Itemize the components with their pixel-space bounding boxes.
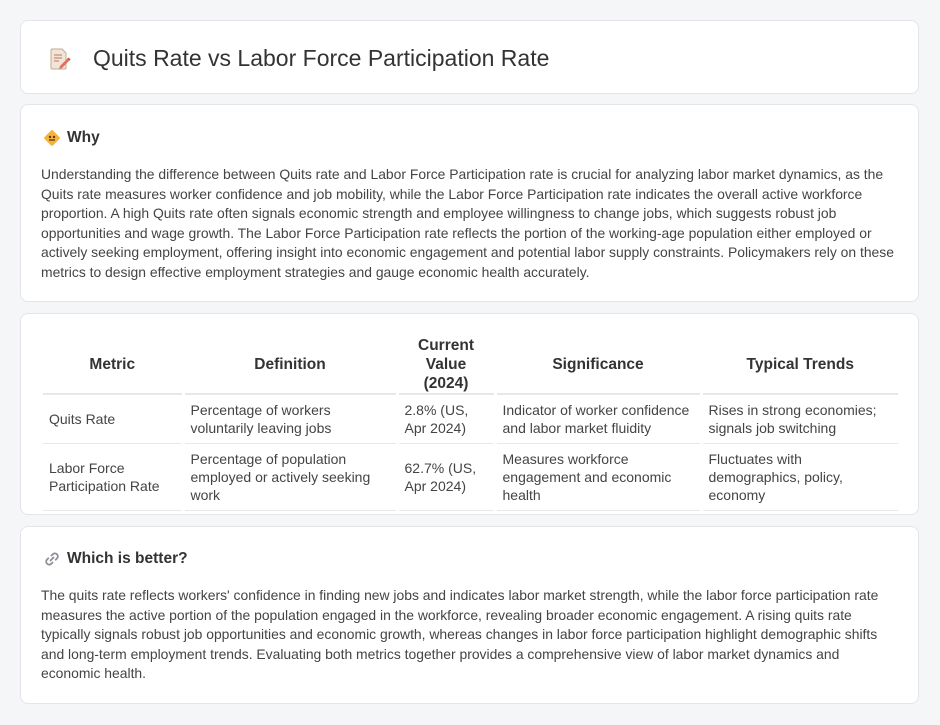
table-row bbox=[43, 443, 898, 510]
better-paragraph: The quits rate reflects workers' confidence in finding new jobs and indicates labor market strength, while the labor force participation rate measures the active portion of the population engaged in the workforce, revealing broader economic engagement. A rising quits rate typically signals robust job opportunities and economic growth, whereas changes in labor force participation highlight demographic shifts and long-term employment trends. Evaluating both metrics together provides a comprehensive view of labor market dynamics and economic health. bbox=[41, 587, 879, 682]
table-card bbox=[20, 313, 919, 515]
why-heading-row bbox=[43, 129, 100, 147]
column-header: Metric bbox=[43, 336, 183, 394]
why-heading: Why bbox=[67, 129, 100, 146]
table-cell: Percentage of workers voluntarily leaving jobs bbox=[183, 394, 397, 443]
table-cell: Fluctuates with demographics, policy, economy bbox=[701, 443, 898, 510]
table-cell: Quits Rate bbox=[43, 394, 183, 443]
title-row bbox=[47, 45, 549, 72]
column-header: Current Value (2024) bbox=[397, 336, 495, 394]
comparison-table bbox=[43, 336, 898, 511]
table-row bbox=[43, 394, 898, 443]
page-title: Quits Rate vs Labor Force Participation Rate bbox=[93, 45, 550, 71]
column-header: Definition bbox=[183, 336, 397, 394]
column-header: Significance bbox=[495, 336, 701, 394]
column-header: Typical Trends bbox=[701, 336, 898, 394]
table-cell: Labor Force Participation Rate bbox=[43, 443, 183, 510]
diamond-sign-icon bbox=[43, 129, 61, 147]
better-heading: Which is better? bbox=[67, 550, 188, 567]
table-cell: Measures workforce engagement and economic health bbox=[495, 443, 701, 510]
better-heading-row bbox=[43, 550, 188, 568]
better-card bbox=[20, 526, 919, 704]
table-cell: Indicator of worker confidence and labor market fluidity bbox=[495, 394, 701, 443]
table-cell: 2.8% (US, Apr 2024) bbox=[397, 394, 495, 443]
why-card bbox=[20, 104, 919, 302]
why-paragraph: Understanding the difference between Quits rate and Labor Force Participation rate is crucial for analyzing labor market dynamics, as the Quits rate measures worker confidence and job mobility, while the Labor Force Participation rate indicates the overall active workforce proportion. A high Quits rate often signals economic strength and employee willingness to change jobs, which suggests robust job opportunities and wage growth. The Labor Force Participation rate reflects the portion of the working-age population either employed or actively seeking employment, offering insight into economic engagement and potential labor supply constraints. Policymakers rely on these metrics to design effective employment strategies and gauge economic health accurately. bbox=[41, 166, 894, 280]
link-icon bbox=[43, 550, 61, 568]
table-cell: Rises in strong economies; signals job switching bbox=[701, 394, 898, 443]
table-cell: Percentage of population employed or actively seeking work bbox=[183, 443, 397, 510]
header-card bbox=[20, 20, 919, 94]
table-cell: 62.7% (US, Apr 2024) bbox=[397, 443, 495, 510]
document-pen-icon bbox=[47, 47, 71, 71]
table-header-row bbox=[43, 336, 898, 394]
